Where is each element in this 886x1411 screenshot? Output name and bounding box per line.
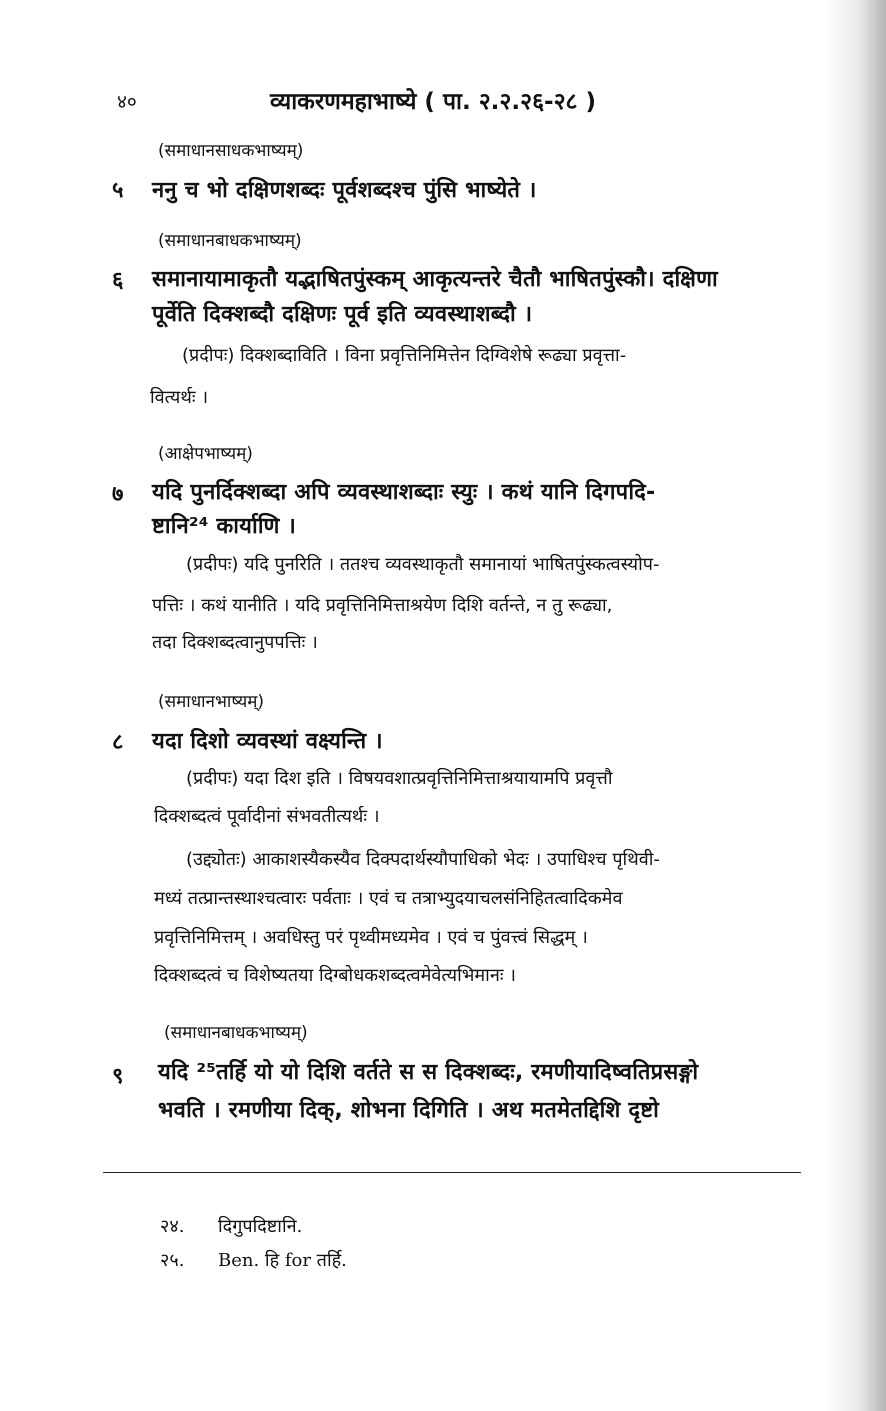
bhashya-line: ष्टानि²⁴ कार्याणि । — [152, 514, 297, 539]
section-number: ६ — [112, 268, 124, 293]
footnote-number: २५. — [160, 1250, 185, 1271]
page-number: ४० — [117, 91, 137, 113]
section-label: (समाधानबाधकभाष्यम्) — [158, 231, 302, 251]
footnote-text: Ben. हि for तर्हि. — [218, 1250, 347, 1271]
commentary-line: प्रवृत्तिनिमित्तम् । अवधिस्तु परं पृथ्वीमध्यमेव । एवं च पुंवत्त्वं सिद्धम् । — [154, 927, 588, 948]
commentary-line: (प्रदीपः) यदा दिश इति । विषयवशात्प्रवृत्तिनिमित्ताश्रयायामपि प्रवृत्तौ — [186, 768, 613, 789]
footnote-text: दिगुपदिष्टानि. — [218, 1216, 303, 1237]
commentary-line: (उद्द्योतः) आकाशस्यैकस्यैव दिक्पदार्थस्यौपाधिको भेदः । उपाधिश्च पृथिवी- — [186, 849, 660, 870]
footnote-number: २४. — [160, 1216, 185, 1237]
bhashya-line: पूर्वेति दिक्शब्दौ दक्षिणः पूर्व इति व्यवस्थाशब्दौ । — [152, 302, 533, 327]
commentary-line: वित्यर्थः । — [150, 387, 209, 408]
commentary-line: दिक्शब्दत्वं च विशेष्यतया दिग्बोधकशब्दत्वमेवेत्यभिमानः । — [154, 965, 517, 986]
section-number: ९ — [112, 1064, 124, 1089]
bhashya-line: ननु च भो दक्षिणशब्दः पूर्वशब्दश्च पुंसि भाष्येते । — [152, 178, 537, 203]
commentary-line: मध्यं तत्प्रान्तस्थाश्चत्वारः पर्वताः । एवं च तत्राभ्युदयाचलसंनिहितत्वादिकमेव — [154, 888, 623, 909]
bhashya-line: भवति । रमणीया दिक्, शोभना दिगिति । अथ मतमेतद्दिशि दृष्टो — [158, 1098, 660, 1123]
commentary-line: तदा दिक्शब्दत्वानुपपत्तिः । — [152, 632, 318, 653]
page-edge-shadow — [826, 0, 886, 1411]
running-title: व्याकरणमहाभाष्ये ( पा. २.२.२६-२८ ) — [270, 89, 597, 115]
section-label: (समाधानभाष्यम्) — [158, 692, 265, 712]
section-label: (समाधानसाधकभाष्यम्) — [158, 141, 304, 161]
footnote — [160, 1248, 347, 1272]
bhashya-line: यदि पुनर्दिक्शब्दा अपि व्यवस्थाशब्दाः स्युः । कथं यानि दिगपदि- — [152, 480, 656, 505]
commentary-line: (प्रदीपः) दिक्शब्दाविति । विना प्रवृत्तिनिमित्तेन दिग्विशेषे रूढ्या प्रवृत्ता- — [182, 345, 627, 366]
footnote-divider — [103, 1172, 801, 1173]
section-number: ५ — [112, 178, 124, 203]
bhashya-line: यदि ²⁵तर्हि यो यो दिशि वर्तते स स दिक्शब्दः, रमणीयादिष्वतिप्रसङ्गो — [158, 1060, 699, 1085]
section-label: (समाधानबाधकभाष्यम्) — [164, 1023, 308, 1043]
commentary-line: पत्तिः । कथं यानीति । यदि प्रवृत्तिनिमित्ताश्रयेण दिशि वर्तन्ते, न तु रूढ्या, — [152, 595, 613, 616]
bhashya-line: समानायामाकृतौ यद्भाषितपुंस्कम् आकृत्यन्तरे चैतौ भाषितपुंस्कौ। दक्षिणा — [152, 267, 718, 292]
commentary-line: (प्रदीपः) यदि पुनरिति । ततश्च व्यवस्थाकृतौ समानायां भाषितपुंस्कत्वस्योप- — [186, 554, 660, 575]
section-label: (आक्षेपभाष्यम्) — [158, 444, 253, 464]
commentary-line: दिक्शब्दत्वं पूर्वादीनां संभवतीत्यर्थः । — [154, 806, 380, 827]
section-number: ८ — [112, 730, 124, 755]
section-number: ७ — [112, 482, 124, 507]
footnote — [160, 1214, 302, 1238]
bhashya-line: यदा दिशो व्यवस्थां वक्ष्यन्ति । — [152, 729, 383, 754]
